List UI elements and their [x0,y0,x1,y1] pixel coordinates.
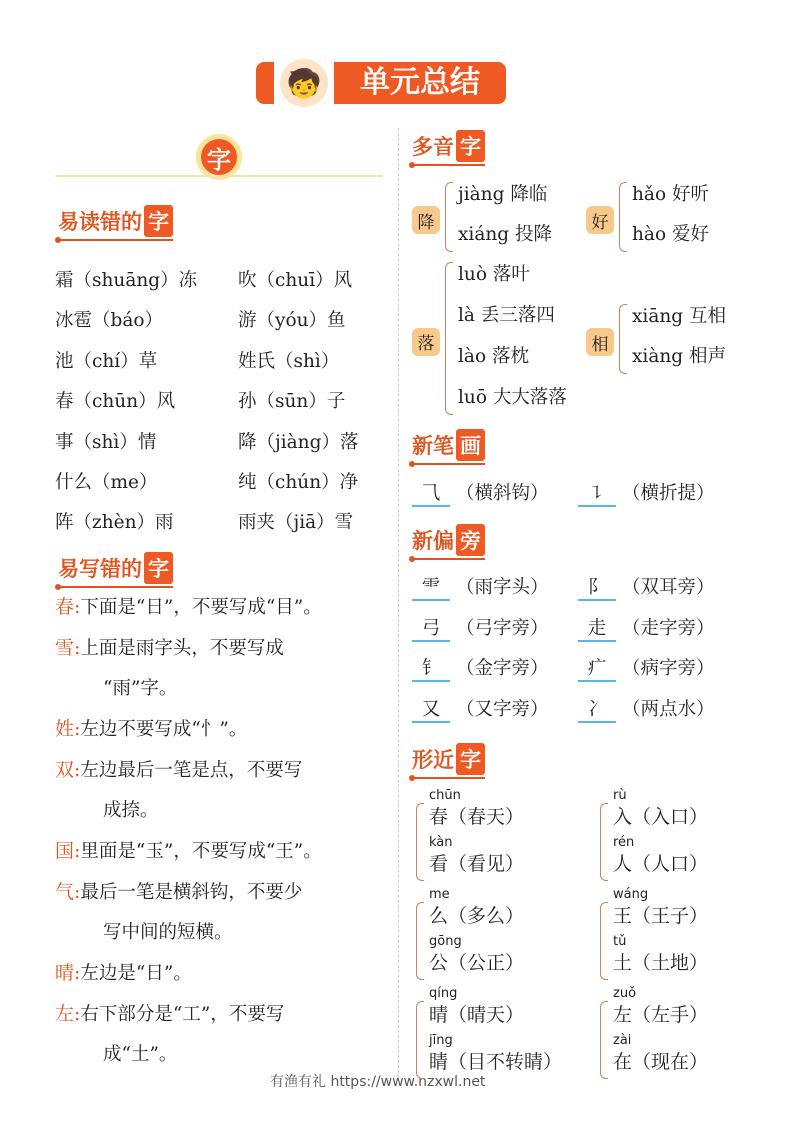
radical-item [578,573,715,601]
banner-left-tab [256,62,274,104]
radical-glyph: 走 [578,614,616,642]
polyphone-char-badge: 落 [412,328,440,356]
heading-box: 字 [144,205,173,237]
pinyin: rén [613,835,635,850]
polyphone-char-badge: 降 [412,206,440,234]
radical-item [412,614,549,642]
page-title-banner [256,62,506,104]
heading-text: 形近 [412,748,454,772]
brace [619,304,627,374]
easy-write-item [55,587,390,628]
polyphone-char-badge: 好 [586,206,614,234]
stroke-name: （横斜钩） [456,483,549,504]
polyphone-reading: jiàng 降临 [458,184,548,205]
easy-write-char: 姓: [55,718,81,740]
radical-glyph: 钅 [412,654,450,682]
heading-box: 画 [456,429,485,461]
easy-write-continuation: 写中间的短横。 [103,922,233,943]
polyphone-reading: xiáng 投降 [458,224,553,245]
easy-write-item [55,709,390,750]
radical-glyph: ⻗ [412,573,450,601]
similar-word: 睛（目不转睛） [429,1051,563,1073]
brace [445,182,453,252]
pinyin: tǔ [613,934,627,949]
radical-name: （双耳旁） [622,577,715,598]
easy-read-item: 什么（me） [55,472,158,493]
radical-name: （两点水） [622,699,715,721]
polyphone-reading: xiàng 相声 [632,346,727,367]
easy-write-item [55,994,390,1035]
radical-name: （弓字旁） [456,617,549,639]
radical-name: （走字旁） [622,617,715,639]
stroke-item [412,479,549,507]
easy-read-item: 霜（shuāng）冻 [55,270,198,291]
easy-write-char: 左: [55,1003,81,1025]
similar-word: 春（春天） [429,806,525,828]
radical-name: （雨字头） [456,577,549,598]
easy-write-continuation: 成“土”。 [103,1044,178,1065]
easy-write-heading [58,552,173,588]
heading-text: 多音 [412,135,454,159]
polyphone-reading: là 丢三落四 [458,305,555,326]
similar-word: 么（多么） [429,905,525,927]
brace [600,902,608,980]
heading-box: 字 [456,743,485,775]
easy-write-char: 气: [55,881,81,903]
similar-word: 看（看见） [429,853,525,875]
brace [416,1001,424,1079]
radical-name: （又字旁） [456,699,549,721]
heading-text: 新偏 [412,529,454,553]
polyphone-heading [412,130,485,166]
easy-write-char: 晴: [55,962,81,984]
heading-box: 字 [144,552,173,584]
polyphone-reading: lào 落枕 [458,346,529,367]
radical-glyph: 又 [412,695,450,723]
easy-read-item: 阵（zhèn）雨 [55,512,174,534]
new-radicals-heading [412,524,485,560]
similar-word: 王（王子） [613,905,709,927]
pinyin: wáng [613,887,649,902]
pinyin: me [429,887,450,902]
similar-word: 入（入口） [613,806,709,828]
radical-glyph: 冫 [578,695,616,723]
easy-read-item: 吹（chuī）风 [238,270,353,291]
watermark: 有渔有礼 https://www.nzxwl.net [270,1074,486,1090]
reading-boy-icon: 🧒 [280,59,328,107]
page-title: 单元总结 [334,62,506,104]
pinyin: gōng [429,934,462,949]
easy-read-item: 冰雹（báo） [55,310,164,332]
easy-read-item: 游（yóu）鱼 [238,310,346,332]
easy-write-item [55,831,390,872]
radical-item [578,614,715,642]
heading-text: 易读错的 [58,210,142,234]
easy-write-char: 雪: [55,637,81,659]
new-strokes-heading [412,429,485,465]
polyphone-reading: xiāng 互相 [632,306,727,327]
easy-read-item: 池（chí）草 [55,350,158,372]
heading-text: 易写错的 [58,557,142,581]
similar-word: 公（公正） [429,952,525,974]
radical-item [412,695,549,723]
brace [416,902,424,980]
easy-write-text: 左边不要写成“忄”。 [80,719,248,740]
easy-read-item: 纯（chún）净 [238,472,359,493]
pinyin: zuǒ [613,986,637,1001]
polyphone-reading: hǎo 好听 [632,184,709,205]
brace [600,803,608,881]
similar-word: 土（土地） [613,952,709,974]
heading-box: 字 [456,130,485,162]
easy-write-text: 下面是“日”，不要写成“目”。 [80,597,322,618]
easy-write-text: 左边最后一笔是点，不要写 [80,760,303,781]
easy-write-item [55,628,390,669]
easy-read-item: 降（jiàng）落 [238,431,359,453]
easy-write-char: 春: [55,596,81,618]
easy-write-text: 左边是“日”。 [80,963,192,984]
easy-read-item: 事（shì）情 [55,431,157,453]
heading-text: 新笔 [412,434,454,458]
stroke-glyph: ⺄ [412,479,450,507]
pinyin: kàn [429,835,453,850]
radical-glyph: 疒 [578,654,616,682]
easy-read-item: 雨夹（jiā）雪 [238,512,354,534]
pinyin: rù [613,788,627,803]
similar-word: 左（左手） [613,1004,709,1026]
stroke-name: （横折提） [622,483,715,504]
brace [600,1001,608,1079]
polyphone-reading: hào 爱好 [632,224,709,245]
stroke-item [578,479,715,507]
easy-write-continuation: 成捺。 [103,800,159,821]
easy-write-continuation: “雨”字。 [103,678,178,699]
radical-item [412,573,549,601]
radical-glyph: 弓 [412,614,450,642]
easy-read-item: 姓氏（shì） [238,350,340,372]
radical-item [578,654,715,682]
stroke-glyph: ㇊ [578,479,616,507]
easy-write-list [55,587,390,1075]
column-divider [398,128,399,1078]
polyphone-reading: luò 落叶 [458,264,530,285]
polyphone-reading: luō 大大落落 [458,387,567,408]
easy-read-item: 春（chūn）风 [55,391,176,413]
brace [445,262,453,415]
brace [416,803,424,881]
easy-write-text: 右下部分是“工”，不要写 [80,1004,285,1025]
similar-word: 在（现在） [613,1051,709,1073]
section-divider-line [55,175,383,177]
similar-chars-heading [412,743,485,779]
easy-write-item [55,750,390,791]
easy-write-item [55,953,390,994]
pinyin: jīng [429,1033,453,1048]
easy-write-char: 双: [55,759,81,781]
pinyin: chūn [429,788,461,803]
similar-word: 晴（晴天） [429,1004,525,1026]
radical-name: （病字旁） [622,658,715,680]
brace [619,182,627,252]
similar-word: 人（人口） [613,853,709,875]
pinyin: zài [613,1033,632,1048]
easy-read-heading [58,205,173,241]
easy-write-text: 上面是雨字头，不要写成 [80,638,284,659]
radical-item [578,695,715,723]
radical-glyph: 阝 [578,573,616,601]
heading-box: 旁 [456,524,485,556]
easy-write-item [55,872,390,913]
radical-name: （金字旁） [456,658,549,680]
radical-item [412,654,549,682]
easy-write-char: 国: [55,840,81,862]
easy-write-text: 里面是“玉”，不要写成“王”。 [80,841,322,862]
zi-section-badge: 字 [196,134,242,180]
easy-read-item: 孙（sūn）子 [238,391,346,413]
pinyin: qíng [429,986,458,1001]
polyphone-char-badge: 相 [586,328,614,356]
easy-write-text: 最后一笔是横斜钩，不要少 [80,882,303,903]
